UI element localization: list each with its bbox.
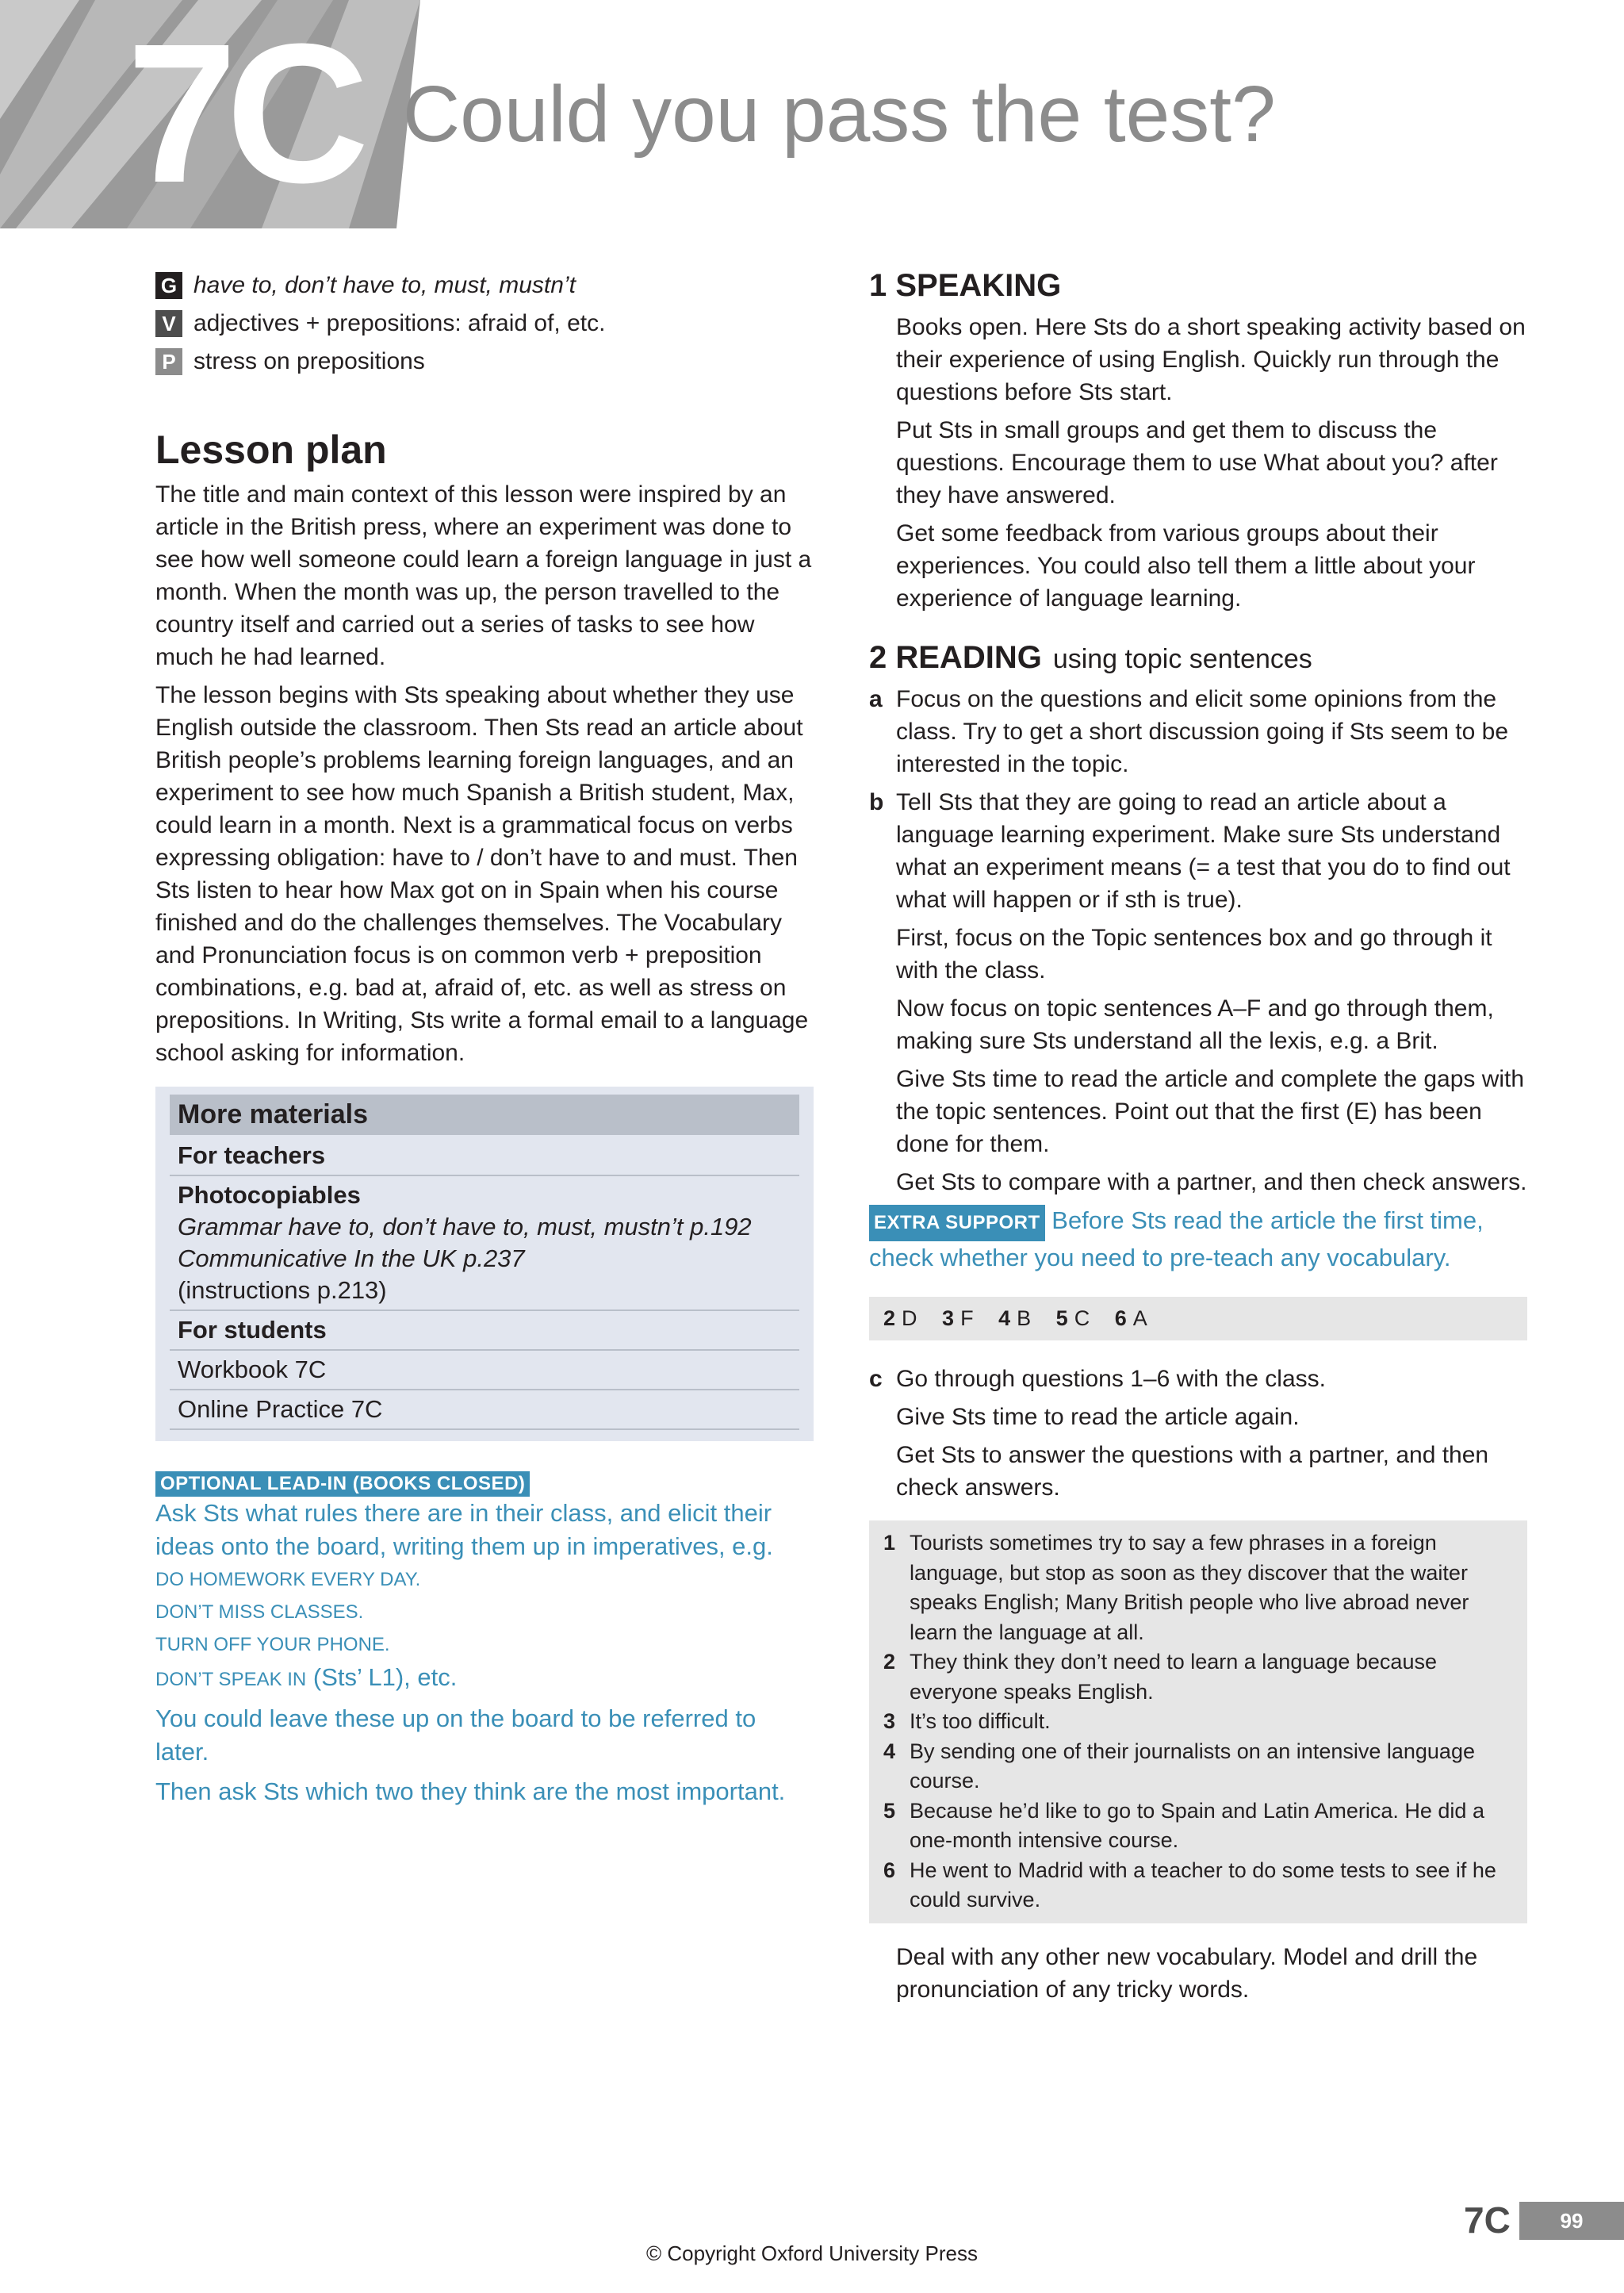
lead-in-rule: DON’T SPEAK IN (155, 1669, 307, 1690)
answer-number: 5 (883, 1798, 896, 1823)
answer-pair (1115, 1306, 1147, 1330)
step-c-paragraph: Give Sts time to read the article again. (896, 1404, 1300, 1430)
step-a-text: Focus on the questions and elicit some opinions from the class. Try to get a short discussion going if Sts seem to be interested in the topic. (896, 686, 1509, 777)
answer-pair (998, 1306, 1031, 1330)
pronunciation-badge: P (155, 348, 182, 375)
lead-in-rule-suffix: (Sts’ L1), etc. (306, 1663, 458, 1691)
lead-in-paragraph: You could leave these up on the board to be referred to later. (155, 1704, 756, 1766)
footer-unit-code: 7C (1464, 2199, 1511, 2241)
more-materials-box (155, 1087, 814, 1441)
answer-text: He went to Madrid with a teacher to do some tests to see if he could survive. (910, 1858, 1496, 1911)
lesson-plan-heading: Lesson plan (155, 428, 387, 472)
extra-support-badge: EXTRA SUPPORT (869, 1205, 1045, 1241)
answer-number: 6 (1114, 1306, 1127, 1330)
closing-paragraph: Deal with any other new vocabulary. Model and drill the pronunciation of any tricky words. (896, 1943, 1478, 2003)
answer-letter: F (960, 1306, 974, 1330)
focus-vocabulary-text: adjectives + prepositions: afraid of, etc. (193, 310, 606, 336)
focus-grammar-text: have to, don’t have to, must, mustn’t (193, 272, 576, 298)
answer-letter: D (902, 1306, 917, 1330)
reading-heading-title: 2 READING (869, 640, 1042, 675)
workbook-reference: Workbook 7C (170, 1351, 799, 1390)
for-teachers-label: For teachers (170, 1137, 799, 1176)
step-c-paragraph: Get Sts to answer the questions with a partner, and then check answers. (896, 1442, 1489, 1501)
answer-number: 2 (883, 1306, 896, 1330)
more-materials-heading: More materials (170, 1095, 799, 1135)
step-b-paragraph: Get Sts to compare with a partner, and then check answers. (896, 1169, 1527, 1195)
answer-pair (883, 1306, 917, 1330)
answer-row (883, 1528, 1513, 1647)
step-b-paragraph: Give Sts time to read the article and complete the gaps with the topic sentences. Point out that the first (E) has been done for them. (896, 1066, 1525, 1157)
answer-text: Because he’d like to go to Spain and Latin America. He did a one-month intensive course. (910, 1798, 1484, 1852)
answer-number: 1 (883, 1531, 896, 1555)
speaking-paragraph: Put Sts in small groups and get them to discuss the questions. Encourage them to use What about you? after they have answered. (896, 417, 1498, 508)
answer-letter: B (1017, 1306, 1032, 1330)
lead-in-last-rule (155, 1661, 814, 1696)
answer-number: 4 (883, 1739, 896, 1763)
answer-pair (1056, 1306, 1090, 1330)
answer-row (883, 1737, 1513, 1796)
extra-support-note (869, 1204, 1527, 1275)
focus-vocabulary (155, 305, 814, 343)
vocabulary-badge: V (155, 310, 182, 337)
answer-number: 6 (883, 1858, 896, 1882)
answer-letter: A (1132, 1306, 1147, 1330)
reading-heading (869, 638, 1527, 677)
page-number: 99 (1519, 2202, 1624, 2240)
copyright-notice: © Copyright Oxford University Press (646, 2241, 978, 2265)
lead-in-paragraph: Then ask Sts which two they think are the most important. (155, 1777, 786, 1805)
answer-text: They think they don’t need to learn a language because everyone speaks English. (910, 1650, 1437, 1704)
lead-in-rule: TURN OFF YOUR PHONE. (155, 1634, 390, 1655)
step-c-paragraph: Go through questions 1–6 with the class. (896, 1366, 1326, 1392)
answer-text: It’s too difficult. (910, 1709, 1051, 1733)
lesson-plan-body (155, 478, 814, 1069)
left-column (155, 266, 814, 1808)
answers-b-bar (869, 1297, 1527, 1340)
lesson-plan-paragraph: The title and main context of this lesson were inspired by an article in the British press, where an experiment was done to see how well someone could learn a foreign language in just a month. When the month was up, the person travelled to the country itself and carried out a series of tasks to see how much he had learned. (155, 481, 812, 670)
answer-pair (942, 1306, 974, 1330)
lesson-focus (155, 266, 814, 381)
answer-number: 4 (998, 1306, 1011, 1330)
reading-step-a (869, 683, 1527, 786)
answer-number: 5 (1055, 1306, 1068, 1330)
step-b-paragraph: First, focus on the Topic sentences box and go through it with the class. (896, 925, 1492, 984)
answers-c-box (869, 1520, 1527, 1923)
focus-pronunciation-text: stress on prepositions (193, 348, 425, 374)
lesson-title: Could you pass the test? (403, 70, 1276, 159)
speaking-heading: 1 SPEAKING (869, 268, 1062, 303)
reading-step-c (869, 1363, 1527, 1509)
reading-step-b (869, 786, 1527, 1204)
online-practice-reference: Online Practice 7C (170, 1390, 799, 1430)
photocopiables-label: Photocopiables (178, 1181, 361, 1209)
right-column (869, 266, 1527, 2006)
communicative-photocopiable: Communicative In the UK p.237 (178, 1244, 525, 1272)
answer-row (883, 1707, 1513, 1737)
answer-text: Tourists sometimes try to say a few phrases in a foreign language, but stop as soon as they discover that the waiter speaks English; Many British people who live abroad never learn the language at all. (910, 1531, 1469, 1644)
lead-in-intro: Ask Sts what rules there are in their class, and elicit their ideas onto the board, writing them up in imperatives, e.g. (155, 1499, 773, 1560)
answer-number: 3 (883, 1709, 896, 1733)
unit-code: 7C (127, 2, 358, 224)
focus-pronunciation (155, 343, 814, 381)
answer-row (883, 1647, 1513, 1707)
answer-letter: C (1074, 1306, 1090, 1330)
lead-in-rule: DON’T MISS CLASSES. (155, 1601, 364, 1623)
step-letter: c (869, 1366, 883, 1392)
answer-number: 3 (942, 1306, 955, 1330)
extra-support-text: Before Sts read the article the first time, check whether you need to pre-teach any vocabulary. (869, 1206, 1484, 1271)
speaking-paragraph: Books open. Here Sts do a short speaking activity based on their experience of using English. Quickly run through the questions before Sts start. (896, 314, 1526, 405)
answer-text: By sending one of their journalists on an intensive language course. (910, 1739, 1475, 1793)
speaking-body (869, 311, 1527, 615)
answer-row (883, 1856, 1513, 1915)
grammar-badge: G (155, 272, 182, 299)
step-letter: a (869, 686, 883, 712)
grammar-photocopiable: Grammar have to, don’t have to, must, mustn’t p.192 (178, 1213, 752, 1240)
answer-row (883, 1796, 1513, 1856)
lead-in-rule: DO HOMEWORK EVERY DAY. (155, 1569, 421, 1590)
step-b-paragraph: Tell Sts that they are going to read an article about a language learning experiment. Make sure Sts understand what an experiment means (= a test that you do to find out what will happen or if sth is true). (896, 789, 1511, 913)
lesson-plan-paragraph: The lesson begins with Sts speaking about whether they use English outside the classroom. Then Sts read an article about British people’s problems learning foreign languages, and an experiment to see how much Spanish a British student, Max, could learn in a month. Next is a grammatical focus on verbs expressing obligation: have to / don’t have to and must. Then Sts listen to hear how Max got on in Spain when his course finished and do the challenges themselves. The Vocabulary and Pronunciation focus is on common verb + preposition combinations, e.g. bad at, afraid of, etc. as well as stress on prepositions. In Writing, Sts write a formal email to a language school asking for information. (155, 682, 809, 1066)
optional-lead-in-badge: OPTIONAL LEAD-IN (BOOKS CLOSED) (155, 1471, 530, 1497)
speaking-paragraph: Get some feedback from various groups about their experiences. You could also tell them a little about your experience of language learning. (896, 520, 1476, 612)
instructions-reference: (instructions p.213) (178, 1276, 387, 1304)
reading-heading-sub: using topic sentences (1052, 644, 1312, 674)
for-students-label: For students (170, 1311, 799, 1351)
focus-grammar (155, 266, 814, 305)
step-letter: b (869, 789, 884, 815)
photocopiables-group (170, 1176, 799, 1311)
answer-number: 2 (883, 1650, 896, 1674)
step-b-paragraph: Now focus on topic sentences A–F and go through them, making sure Sts understand all the lexis, e.g. a Brit. (896, 995, 1494, 1054)
